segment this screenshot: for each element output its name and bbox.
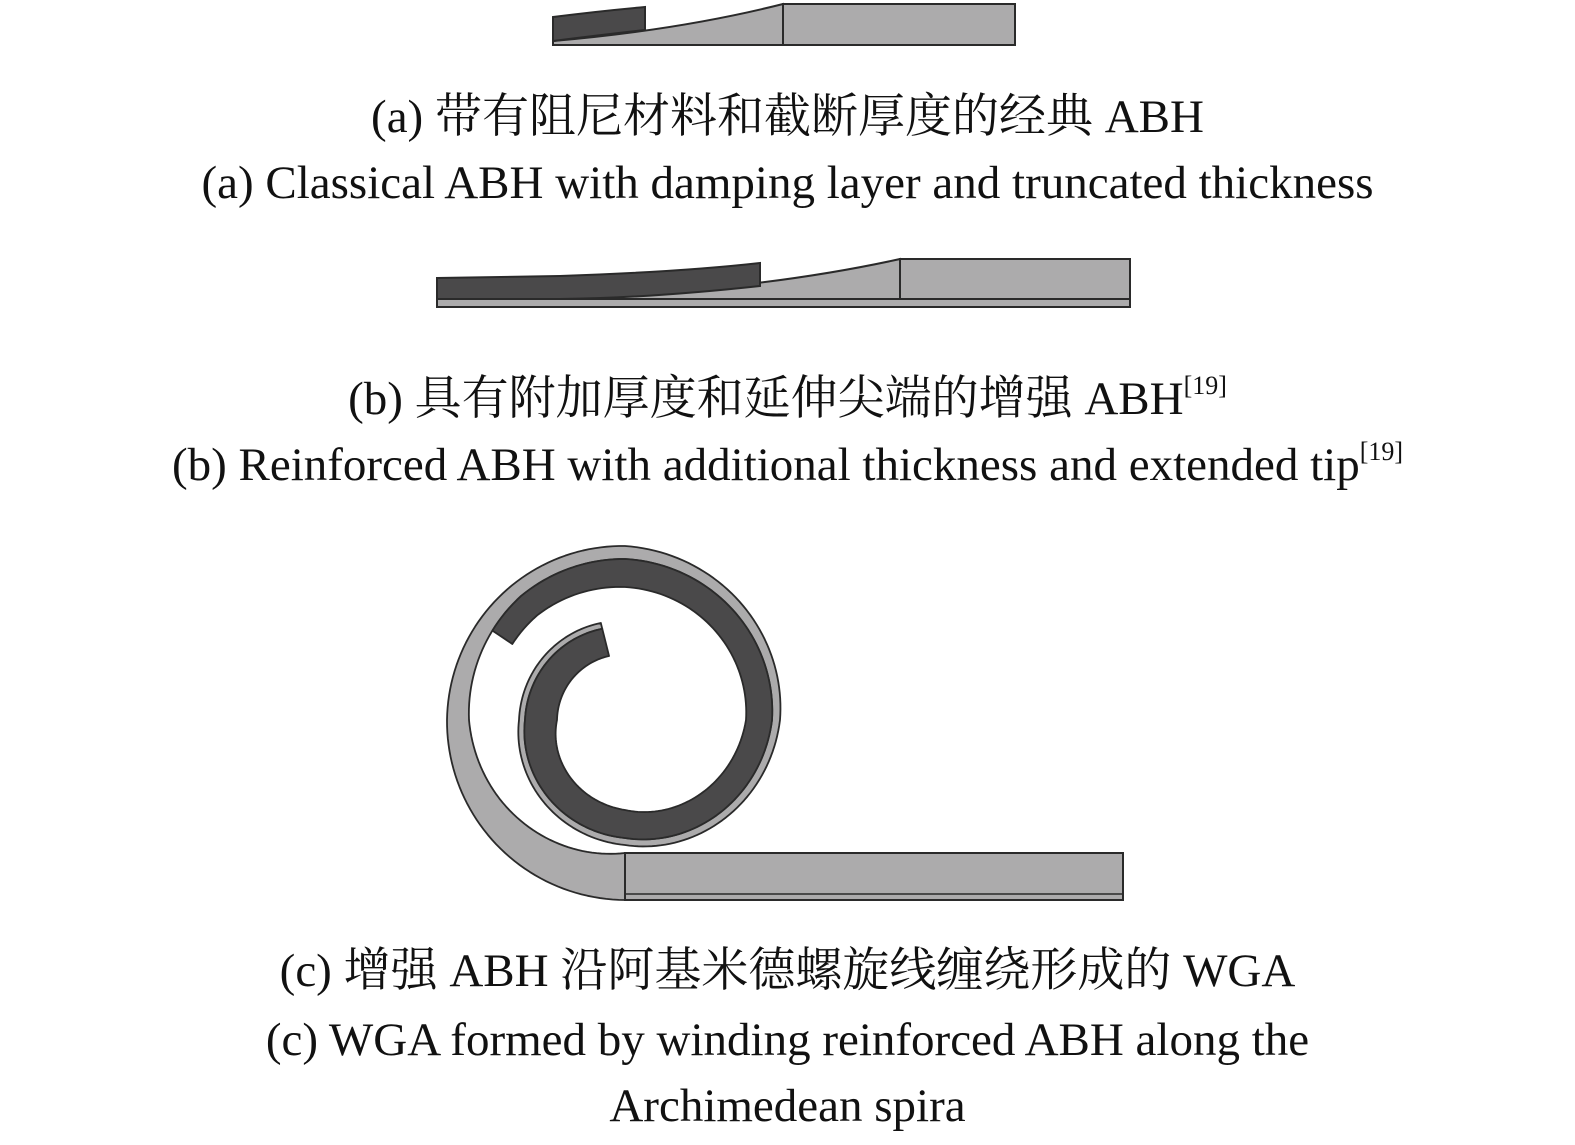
caption-b-english-text: (b) Reinforced ABH with additional thickness and extended tip — [171, 439, 1360, 491]
caption-b-english — [0, 437, 1575, 491]
caption-b-english-ref: [19] — [1359, 437, 1404, 466]
caption-c-english-line1: (c) WGA formed by winding reinforced ABH along the — [265, 1014, 1310, 1066]
caption-a-english: (a) Classical ABH with damping layer and truncated thickness — [201, 157, 1374, 209]
caption-a-chinese: (a) 带有阻尼材料和截断厚度的经典 ABH — [371, 91, 1204, 143]
caption-b-chinese-text: (b) 具有附加厚度和延伸尖端的增强 ABH — [348, 373, 1184, 425]
wga-spiral-diagram — [447, 546, 1123, 900]
straight-beam — [625, 853, 1123, 900]
reinforced-abh-diagram — [437, 259, 1130, 307]
spiral-substrate — [447, 546, 780, 900]
caption-b-chinese-ref: [19] — [1183, 371, 1227, 400]
caption-c-english-line2: Archimedean spira — [609, 1080, 966, 1132]
uniform-beam — [900, 259, 1130, 299]
base-strip — [437, 299, 1130, 307]
caption-b-chinese — [0, 371, 1575, 425]
uniform-beam — [783, 4, 1015, 45]
caption-c-chinese: (c) 增强 ABH 沿阿基米德螺旋线缠绕形成的 WGA — [279, 945, 1296, 997]
classical-abh-diagram — [553, 4, 1015, 45]
